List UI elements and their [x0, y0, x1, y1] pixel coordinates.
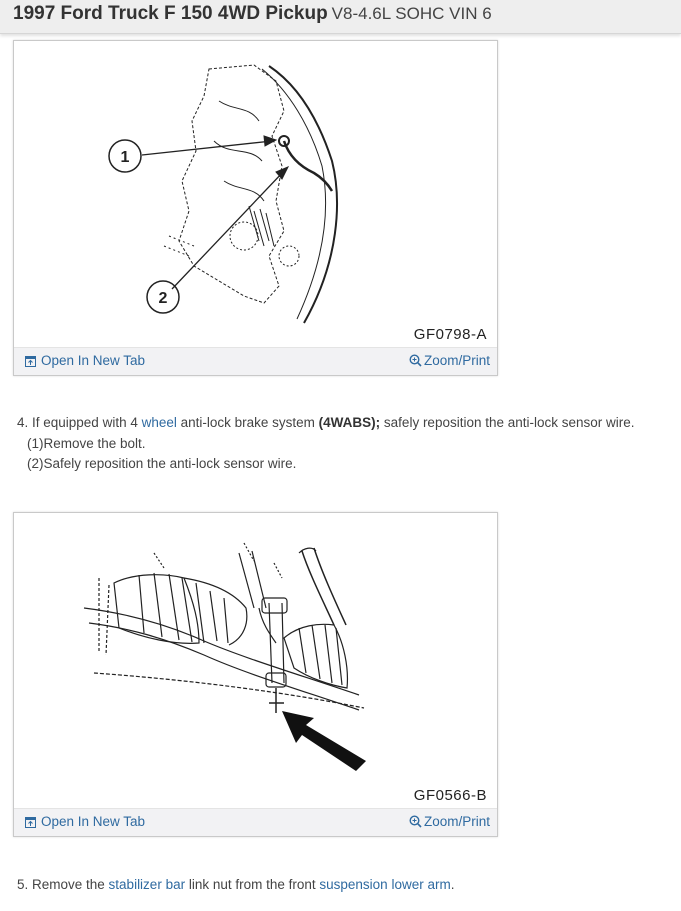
zoom-print-link[interactable]	[409, 353, 490, 368]
step-4-mid: anti-lock brake system	[176, 415, 319, 430]
open-in-new-tab-label: Open In New Tab	[41, 353, 146, 368]
figure-2-illustration	[14, 513, 497, 803]
page-title	[13, 3, 492, 25]
figure-1-illustration	[14, 41, 497, 341]
engine-title: V8-4.6L SOHC VIN 6	[331, 4, 492, 23]
callout-2: 2	[158, 290, 168, 307]
step-4-prefix: 4. If equipped with 4	[17, 415, 142, 430]
figure-toolbar	[14, 808, 497, 836]
step-5-mid: link nut from the front	[185, 877, 320, 892]
open-in-new-tab-label: Open In New Tab	[41, 814, 146, 829]
callout-1: 1	[120, 149, 130, 166]
zoom-icon	[409, 815, 422, 828]
open-in-new-tab-link[interactable]	[25, 814, 145, 829]
step-4	[17, 415, 635, 430]
stabilizer-bar-link[interactable]: stabilizer bar	[108, 877, 186, 892]
figure-toolbar	[14, 347, 497, 375]
step-4-sub-2: (2)Safely reposition the anti-lock sensor wire.	[27, 456, 297, 471]
figure-2	[13, 512, 498, 837]
zoom-print-label: Zoom/Print	[423, 353, 490, 368]
page-header	[0, 0, 681, 34]
step-4-suffix: safely reposition the anti-lock sensor wire.	[380, 415, 635, 430]
external-tab-icon	[25, 817, 36, 828]
zoom-print-link[interactable]	[409, 814, 490, 829]
step-5	[17, 877, 454, 892]
suspension-lower-arm-link[interactable]: suspension lower arm	[319, 877, 451, 892]
step-4-sub-1: (1)Remove the bolt.	[27, 436, 146, 451]
external-tab-icon	[25, 356, 36, 367]
step-5-suffix: .	[450, 877, 455, 892]
figure-code: GF0798-A	[413, 326, 487, 343]
zoom-print-label: Zoom/Print	[423, 814, 490, 829]
vehicle-title: 1997 Ford Truck F 150 4WD Pickup	[13, 3, 328, 24]
step-4-bold: (4WABS);	[318, 415, 381, 430]
open-in-new-tab-link[interactable]	[25, 353, 145, 368]
wheel-link[interactable]: wheel	[141, 415, 177, 430]
zoom-icon	[409, 354, 422, 367]
figure-1	[13, 40, 498, 376]
step-5-prefix: 5. Remove the	[17, 877, 109, 892]
figure-code: GF0566-B	[413, 787, 487, 804]
